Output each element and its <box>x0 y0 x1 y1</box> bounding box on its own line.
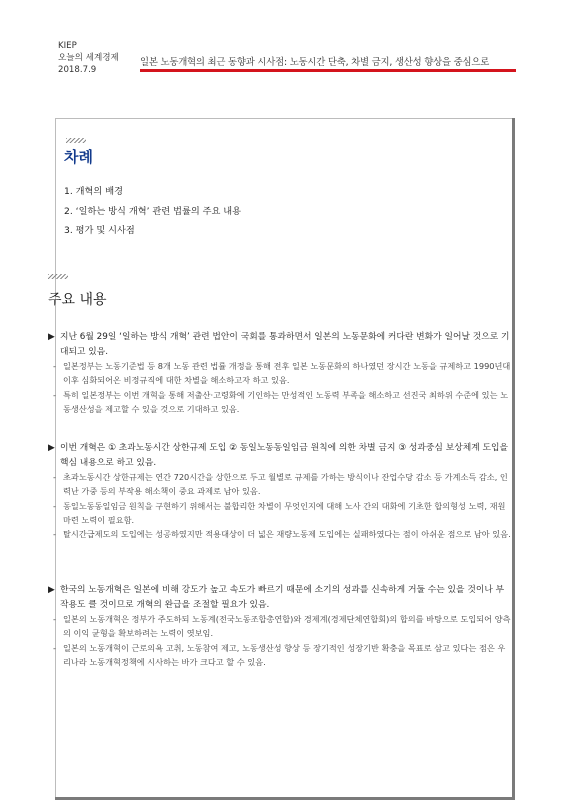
dash-bullet-icon: - <box>53 614 56 624</box>
summary-block <box>48 330 511 416</box>
bullet-main: ▶ 지난 6월 29일 ‘일하는 방식 개혁’ 관련 법안이 국회를 통과하면서 일본의 노동문화에 커다란 변화가 일어날 것으로 기대되고 있음. <box>48 332 510 357</box>
box-shadow-right <box>512 118 515 800</box>
bullet-sub: - 일본의 노동개혁이 근로의욕 고취, 노동참여 제고, 노동생산성 향상 등 장기적인 성장기반 확충을 목표로 삼고 있다는 점은 우리나라 노동개혁정책에 시사하는 바가 크다고 할 수 있음. <box>53 642 506 667</box>
dash-bullet-icon: - <box>53 389 56 400</box>
report-header-meta <box>58 40 119 76</box>
triangle-bullet-icon: ▶ <box>48 443 55 453</box>
dash-bullet-icon: - <box>53 529 56 540</box>
issue-date: 2018.7.9 <box>58 65 97 75</box>
dash-bullet-icon: - <box>53 642 56 653</box>
summary-block <box>48 441 511 541</box>
bullet-sub: - 탈시간급제도의 도입에는 성공하였지만 적용대상이 더 넓은 재량노동제 도입에는 실패하였다는 점이 아쉬운 점으로 남아 있음. <box>48 527 511 541</box>
triangle-bullet-icon: ▶ <box>48 332 55 342</box>
dash-bullet-icon: - <box>53 472 56 482</box>
bullet-main: ▶ 이번 개혁은 ① 초과노동시간 상한규제 도입 ② 동일노동동일임금 원칙에 의한 차별 금지 ③ 성과중심 보상체계 도입을 핵심 내용으로 하고 있음. <box>48 443 509 468</box>
bullet-sub: - 특히 일본정부는 이번 개혁을 통해 저출산·고령화에 기인하는 만성적인 노동력 부족을 해소하고 선진국 최하위 수준에 있는 노동생산성을 제고할 수 있을 것으로 기대하고 있음. <box>53 389 509 414</box>
toc-item: 3. 평가 및 시사점 <box>64 225 135 236</box>
dash-bullet-icon: - <box>53 361 56 371</box>
toc-item: 2. ‘일하는 방식 개혁’ 관련 법률의 주요 내용 <box>64 205 242 217</box>
bullet-sub: - 일본정부는 노동기준법 등 8개 노동 관련 법률 개정을 통해 전후 일본 노동문화의 하나였던 장시간 노동을 규제하고 1990년대 이후 심화되어온 비정규직에 대한 차별을 해소하고자 하고 있음. <box>53 361 511 386</box>
toc-title: 차례 <box>64 148 93 166</box>
toc-hatch-decoration <box>66 138 86 143</box>
toc-list <box>64 182 241 241</box>
bullet-sub: - 동일노동동일임금 원칙을 구현하기 위해서는 불합리한 차별이 무엇인지에 대해 노사 간의 대화에 기초한 합의형성 노력, 재원마련 노력이 필요함. <box>53 500 506 525</box>
series-name: 오늘의 세계경제 <box>58 53 119 63</box>
bullet-sub: - 초과노동시간 상한규제는 연간 720시간을 상한으로 두고 월별로 규제를 가하는 방식이나 잔업수당 감소 등 가계소득 감소, 인력난 가중 등의 부작용 해소책이 중요 과제로 남아 있음. <box>53 472 508 497</box>
summary-title: 주요 내용 <box>48 292 107 308</box>
org-name: KIEP <box>58 41 77 51</box>
summary-block <box>48 583 511 669</box>
report-title: 일본 노동개혁의 최근 동향과 시사점: 노동시간 단축, 차별 금지, 생산성 향상을 중심으로 <box>140 57 490 68</box>
dash-bullet-icon: - <box>53 500 56 511</box>
bullet-sub: - 일본의 노동개혁은 정부가 주도하되 노동계(전국노동조합총연합)와 경제계(경제단체연합회)의 합의를 바탕으로 도입되어 양측의 이익 균형을 확보하려는 노력이 엿보임. <box>53 614 511 639</box>
bullet-main: ▶ 한국의 노동개혁은 일본에 비해 강도가 높고 속도가 빠르기 때문에 소기의 성과를 신속하게 거둘 수는 있을 것이나 부작용도 클 것이므로 개혁의 완급을 조절할 필요가 있음. <box>48 585 505 610</box>
summary-hatch-decoration <box>48 274 68 279</box>
triangle-bullet-icon: ▶ <box>48 585 55 595</box>
title-underline <box>140 69 516 72</box>
toc-item: 1. 개혁의 배경 <box>64 186 123 197</box>
